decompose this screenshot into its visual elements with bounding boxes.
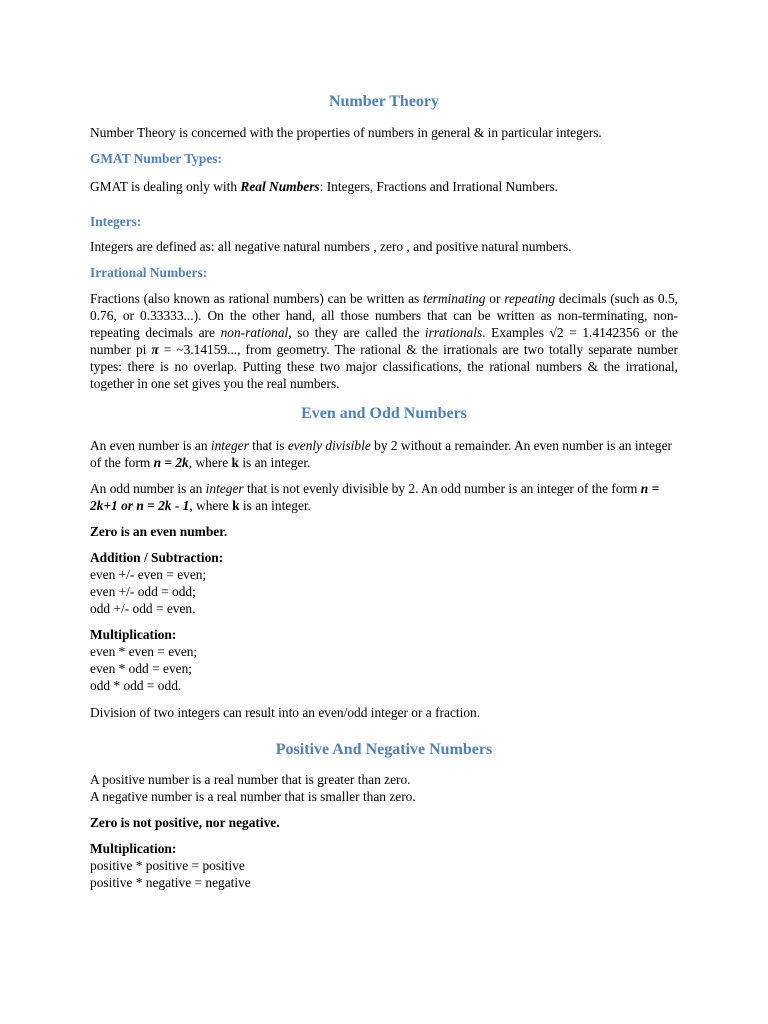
division-statement: Division of two integers can result into an even/odd integer or a fraction. (90, 705, 481, 720)
even-odd-title: Even and Odd Numbers (301, 405, 467, 422)
text-run: An even number is an (90, 438, 211, 453)
gmat-types-paragraph (90, 178, 678, 195)
text-run: that is not evenly divisible by 2. An odd number is an integer of the form (243, 481, 641, 496)
emphasis: integer (205, 481, 244, 496)
multiplication-line: even * odd = even; (90, 661, 192, 676)
document-body (90, 92, 678, 891)
emphasis: irrationals (424, 325, 483, 340)
emphasis-real-numbers: Real Numbers (240, 179, 320, 194)
text-run: is an integer. (239, 498, 311, 513)
pi-symbol: π (151, 342, 159, 357)
text-run: GMAT is dealing only with (90, 179, 241, 194)
text-run: = ~3.14159..., from geometry. The rational & the irrationals are two totally separate number types: there is no overlap. Putting these two major classifications, the rational numbers & the irrational, together in one set gives you the real numbers. (90, 342, 678, 391)
emphasis: integer (210, 438, 249, 453)
irrational-heading: Irrational Numbers: (90, 265, 208, 280)
addition-heading: Addition / Subtraction: (90, 550, 224, 565)
addition-line: odd +/- odd = even. (90, 601, 196, 616)
emphasis: repeating (504, 291, 556, 306)
text-run: , where (188, 455, 232, 470)
sign-multiplication-heading: Multiplication: (90, 841, 177, 856)
emphasis: terminating (423, 291, 486, 306)
text-run: : Integers, Fractions and Irrational Numbers. (319, 179, 558, 194)
text-run: , so they are called the (288, 325, 425, 340)
sign-multiplication-line: positive * negative = negative (90, 875, 251, 890)
text-run: is an integer. (238, 455, 311, 470)
sign-multiplication-line: positive * positive = positive (90, 858, 245, 873)
text-run: by 2 without a remainder. An even number is an integer of the form (90, 438, 672, 470)
formula: n = 2k+1 or n = 2k - 1 (90, 481, 660, 513)
integers-paragraph: Integers are defined as: all negative natural numbers , zero , and positive natural numbers. (90, 239, 572, 254)
text-run: , where (189, 498, 233, 513)
positive-definition: A positive number is a real number that is greater than zero. (90, 772, 411, 787)
irrational-paragraph (90, 290, 678, 392)
odd-definition (90, 480, 678, 514)
even-definition (90, 437, 678, 471)
intro-paragraph: Number Theory is concerned with the properties of numbers in general & in particular integers. (90, 125, 602, 140)
positive-negative-title: Positive And Negative Numbers (275, 741, 493, 758)
gmat-types-heading: GMAT Number Types: (90, 151, 222, 166)
variable-k: k (231, 455, 239, 470)
text-run: that is (248, 438, 288, 453)
multiplication-line: odd * odd = odd. (90, 678, 182, 693)
multiplication-heading: Multiplication: (90, 627, 177, 642)
text-run: or (485, 291, 505, 306)
text-run: decimals (such as 0.5, 0.76, or 0.33333...). On the other hand, all those numbers that can be written as non-terminating, non-repeating decimals are (90, 291, 679, 340)
zero-sign-statement: Zero is not positive, nor negative. (90, 815, 280, 830)
page-title: Number Theory (328, 93, 440, 110)
emphasis: non-rational (220, 325, 289, 340)
text-run: Fractions (also known as rational numbers) can be written as (90, 291, 424, 306)
variable-k: k (232, 498, 240, 513)
integers-heading: Integers: (90, 214, 142, 229)
addition-line: even +/- odd = odd; (90, 584, 196, 599)
text-run: . Examples √2 = 1.4142356 or the number pi (90, 325, 678, 357)
addition-line: even +/- even = even; (90, 567, 207, 582)
emphasis: evenly divisible (287, 438, 371, 453)
text-run: An odd number is an (90, 481, 206, 496)
formula: n = 2k (153, 455, 189, 470)
zero-even-statement: Zero is an even number. (90, 524, 228, 539)
negative-definition: A negative number is a real number that is smaller than zero. (90, 789, 416, 804)
multiplication-line: even * even = even; (90, 644, 198, 659)
